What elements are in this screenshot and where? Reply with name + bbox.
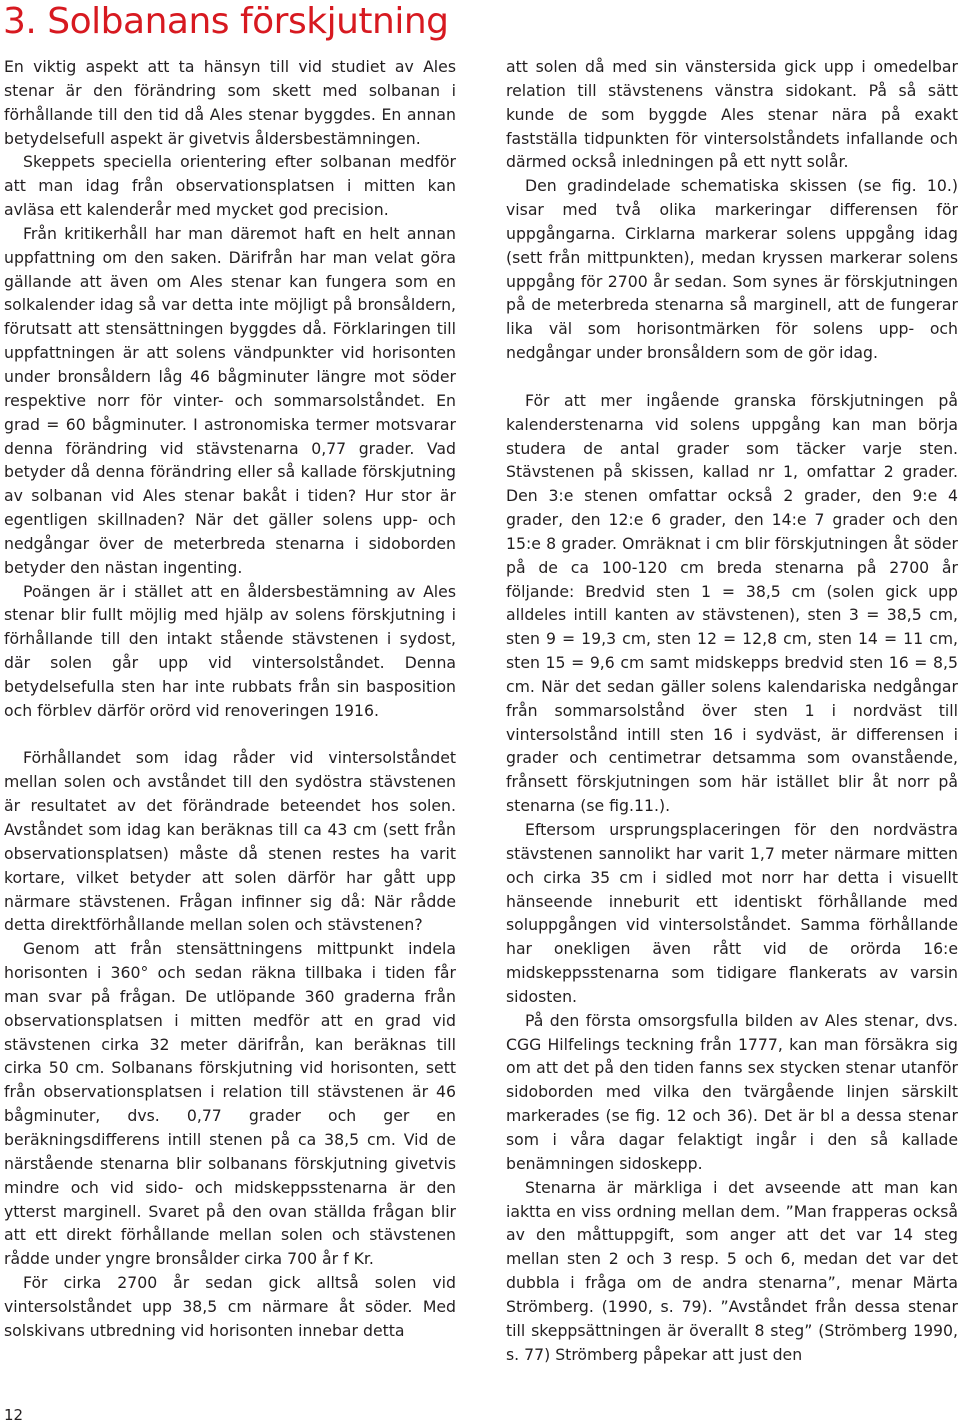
paragraph: Eftersom ursprungsplaceringen för den nordvästra stävstenen sannolikt har varit 1,7 meter närmare mitten och cirka 35 cm i sidled mot norr har detta i visuellt hänseende inneburit ett identiskt förhållande med soluppgången vid vintersolståndet. Samma förhållande har onekligen även rått vid de orörda 16:e midskeppsstenarna som tidigare flankerats av varsin sidosten. [506, 820, 958, 1006]
paragraph: Stenarna är märkliga i det avseende att man kan iaktta en viss ordning mellan dem. ”Man frapperas också av den måttuppgift, som anger att det var 14 steg mellan sten 2 och 3 resp. 5 och 6, medan det var det dubbla i fråga om de andra stenarna”, menar Märta Strömberg. (1990, s. 79). ”Avståndet från dessa stenar till skeppsättningen är överallt 8 steg” (Strömberg 1990, s. 77) Strömberg påpekar att just den [506, 1177, 958, 1364]
paragraph: Poängen är i stället att en åldersbestämning av Ales stenar blir fullt möjlig med hjälp av solens förskjutning i förhållande till den intakt stående stävstenen i sydost, där solen går upp vid vintersolståndet. Denna betydelsefulla sten har inte rubbats från sin basposition och förblev därför orörd vid renoveringen 1916. [4, 581, 456, 720]
paragraph: En viktig aspekt att ta hänsyn till vid studiet av Ales stenar är den förändring som skett med solbanan i förhållande till den tid då Ales stenar byggdes. En annan betydelsefull aspekt är givetvis åldersbestämningen. [4, 57, 456, 148]
right-text-column [506, 55, 958, 1366]
left-text-column [4, 55, 456, 1343]
paragraph: att solen då med sin vänstersida gick upp i omedelbar relation till stävstenens vänstra sidokant. På så sätt kunde de som byggde Ales stenar nära på exakt fastställa tidpunkten för vintersolståndets infallande och därmed också inledningen på ett nytt solår. [506, 57, 958, 172]
paragraph: På den första omsorgsfulla bilden av Ales stenar, dvs. CGG Hilfelings teckning från 1777, kan man försäkra sig om att det på den tiden fanns sex stycken stenar utanför sidoborden med vilka den tvärgående linjen särskilt markerades (se fig. 12 och 36). Det är bl a dessa stenar som i våra dagar felaktigt ingår i den så kallade benämningen sidoskepp. [506, 1010, 958, 1173]
page-number: 12 [4, 1406, 24, 1424]
paragraph: Skeppets speciella orientering efter solbanan medför att man idag från observationsplatsen i mitten kan avläsa ett kalenderår med mycket god precision. [4, 152, 456, 220]
paragraph: För cirka 2700 år sedan gick alltså solen vid vintersolståndet upp 38,5 cm närmare åt söder. Med solskivans utbredning vid horisonten innebar detta [4, 1273, 456, 1340]
paragraph: För att mer ingående granska förskjutningen på kalenderstenarna vid solens uppgång kan man börja studera de antal grader som täcker varje sten. Stävstenen på skissen, kallad nr 1, omfattar 2 grader. Den 3:e stenen omfattar också 2 grader, den 9:e 4 grader, den 12:e 6 grader, den 14:e 7 grader och den 15:e 8 grader. Omräknat i cm blir förskjutningen åt söder på de ca 100-120 cm breda stenarna på 2700 år följande: Bredvid sten 1 = 38,5 cm (solen gick upp alldeles intill kanten av stävstenen), sten 3 = 38,5 cm, sten 9 = 19,3 cm, sten 12 = 12,8 cm, sten 14 = 11 cm, sten 15 = 9,6 cm samt midskepps bredvid sten 16 = 8,5 cm. När det sedan gäller solens kalendariska nedgångar från sommarsolstånd över sten 1 i nordväst till vintersolstånd intill sten 16 i sydväst, är differensen i grader och centimetrar detsamma som ovanstående, frånsett förskjutningen som här istället blir åt norr på stenarna (se fig.11.). [506, 390, 958, 816]
paragraph: Den gradindelade schematiska skissen (se fig. 10.) visar med två olika markeringar differensen för uppgångarna. Cirklarna markerar solens uppgång idag (sett från mittpunkten), medan kryssen markerar solens uppgång för 2700 år sedan. Som synes är förskjutningen på de meterbreda stenarna så marginell, att de fungerar lika väl som horisontmärken för solens upp- och nedgångar under bronsåldern som de gör idag. [506, 176, 958, 363]
paragraph: Förhållandet som idag råder vid vintersolståndet mellan solen och avståndet till den sydöstra stävstenen är resultatet av det förändrade beteendet hos solen. Avståndet som idag kan beräknas till ca 43 cm (sett från observationsplatsen) måste då stenen restes ha varit kortare, vilket betyder att solen därför har gått upp närmare stävstenen. Frågan infinner sig då: När rådde detta direktförhållande mellan solen och stävstenen? [4, 748, 456, 935]
page-title: 3. Solbanans förskjutning [3, 1, 449, 42]
paragraph: Genom att från stensättningens mittpunkt indela horisonten i 360° och sedan räkna tillbaka i tiden får man svar på frågan. De utlöpande 360 graderna från observationsplatsen i mitten medför att en grad vid stävstenen cirka 32 meter därifrån, kan beräknas till cirka 50 cm. Solbanans förskjutning vid horisonten, sett från observationsplatsen i relation till stävstenen är 46 bågminuter, dvs. 0,77 grader och ger en beräkningsdifferens intill stenen på ca 38,5 cm. Vid de närstående stenarna blir solbanans förskjutning givetvis mindre och vid sido- och midskeppsstenarna är den ytterst marginell. Svaret på den ovan ställda frågan blir att ett direkt förhållande mellan solen och stävstenen rådde under yngre bronsålder cirka 700 år f Kr. [4, 939, 456, 1269]
paragraph: Från kritikerhåll har man däremot haft en helt annan uppfattning om den saken. Därifrån har man velat göra gällande att även om Ales stenar kan fungera som en solkalender idag så var detta inte möjligt på bronsåldern, förutsatt att stensättningen byggdes då. Förklaringen till uppfattningen är att solens vändpunkter vid horisonten under bronsåldern låg 46 bågminuter längre mot söder respektive norr för vinter- och sommarsolståndet. En grad = 60 bågminuter. I astronomiska termer motsvarar denna förändring vid stävstenarna 0,77 grader. Vad betyder då denna förändring eller så kallade förskjutning av solbanan vid Ales stenar bakåt i tiden? Hur stor är egentligen skillnaden? När det gäller solens upp- och nedgångar över de meterbreda stenarna i sidoborden betyder den nästan ingenting. [4, 223, 456, 577]
